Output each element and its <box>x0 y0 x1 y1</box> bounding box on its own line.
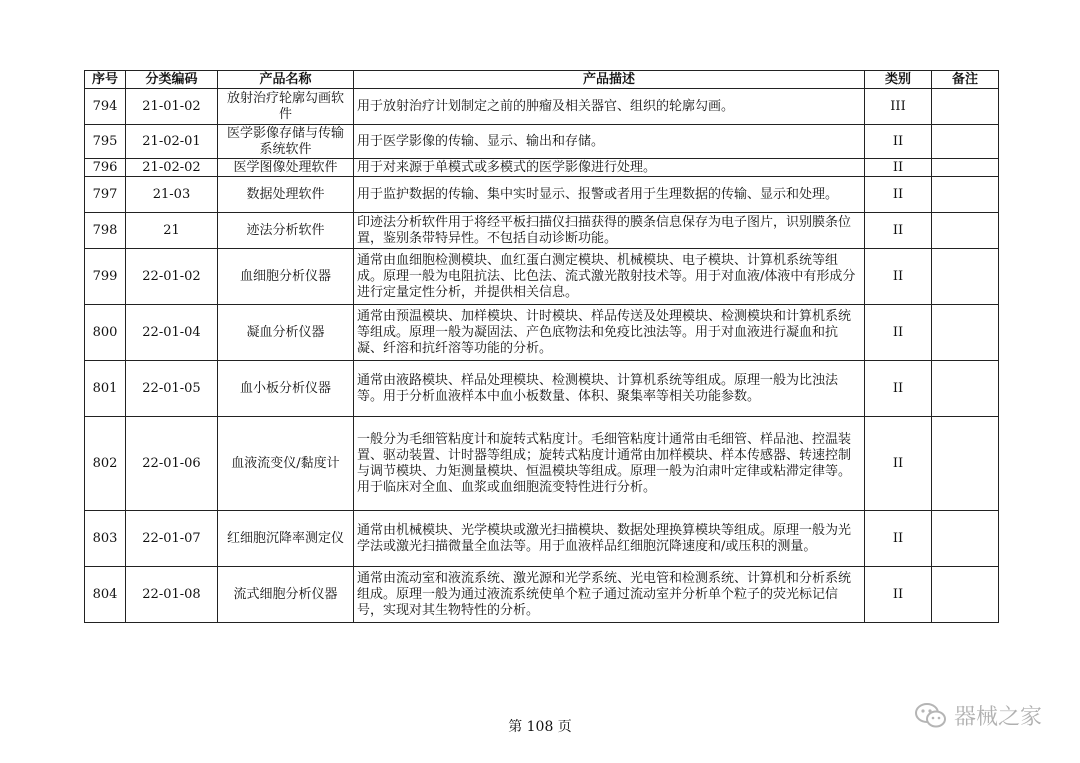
cell-desc: 通常由液路模块、样品处理模块、检测模块、计算机系统等组成。原理一般为比浊法等。用于分析血液样本中血小板数量、体积、聚集率等相关功能参数。 <box>354 361 865 417</box>
table-row <box>85 305 999 361</box>
cell-desc: 用于放射治疗计划制定之前的肿瘤及相关器官、组织的轮廓勾画。 <box>354 89 865 125</box>
cell-code: 22-01-04 <box>126 305 218 361</box>
cell-no: 803 <box>85 511 126 567</box>
header-name: 产品名称 <box>218 71 354 89</box>
table-row <box>85 159 999 177</box>
cell-note <box>932 159 999 177</box>
cell-desc: 用于监护数据的传输、集中实时显示、报警或者用于生理数据的传输、显示和处理。 <box>354 177 865 213</box>
header-row <box>85 71 999 89</box>
header-desc: 产品描述 <box>354 71 865 89</box>
cell-class: III <box>865 89 932 125</box>
header-note: 备注 <box>932 71 999 89</box>
cell-desc: 一般分为毛细管粘度计和旋转式粘度计。毛细管粘度计通常由毛细管、样品池、控温装置、驱动装置、计时器等组成；旋转式粘度计通常由加样模块、样本传感器、转速控制与调节模块、力矩测量模块、恒温模块等组成。原理一般为泊肃叶定律或粘滞定律等。用于临床对全血、血浆或血细胞流变特性进行分析。 <box>354 417 865 511</box>
cell-name: 数据处理软件 <box>218 177 354 213</box>
header-no: 序号 <box>85 71 126 89</box>
cell-no: 796 <box>85 159 126 177</box>
cell-no: 804 <box>85 567 126 623</box>
cell-class: II <box>865 125 932 159</box>
cell-desc: 通常由预温模块、加样模块、计时模块、样品传送及处理模块、检测模块和计算机系统等组成。原理一般为凝固法、产色底物法和免疫比浊法等。用于对血液进行凝血和抗凝、纤溶和抗纤溶等功能的分析。 <box>354 305 865 361</box>
cell-class: II <box>865 361 932 417</box>
cell-no: 801 <box>85 361 126 417</box>
cell-name: 流式细胞分析仪器 <box>218 567 354 623</box>
header-class: 类别 <box>865 71 932 89</box>
cell-note <box>932 177 999 213</box>
cell-name: 医学图像处理软件 <box>218 159 354 177</box>
cell-note <box>932 89 999 125</box>
cell-code: 22-01-06 <box>126 417 218 511</box>
cell-class: II <box>865 305 932 361</box>
cell-no: 795 <box>85 125 126 159</box>
cell-desc: 用于对来源于单模式或多模式的医学影像进行处理。 <box>354 159 865 177</box>
cell-desc: 印迹法分析软件用于将经平板扫描仪扫描获得的膜条信息保存为电子图片，识别膜条位置，鉴别条带特异性。不包括自动诊断功能。 <box>354 213 865 249</box>
header-code: 分类编码 <box>126 71 218 89</box>
cell-class: II <box>865 417 932 511</box>
cell-name: 红细胞沉降率测定仪 <box>218 511 354 567</box>
table-row <box>85 125 999 159</box>
table-row <box>85 567 999 623</box>
cell-no: 799 <box>85 249 126 305</box>
cell-desc: 通常由流动室和液流系统、激光源和光学系统、光电管和检测系统、计算机和分析系统组成。原理一般为通过液流系统使单个粒子通过流动室并分析单个粒子的荧光标记信号，实现对其生物特性的分析。 <box>354 567 865 623</box>
watermark-text: 器械之家 <box>953 705 1042 730</box>
cell-class: II <box>865 213 932 249</box>
cell-note <box>932 249 999 305</box>
table-row <box>85 361 999 417</box>
cell-class: II <box>865 511 932 567</box>
cell-no: 800 <box>85 305 126 361</box>
cell-no: 802 <box>85 417 126 511</box>
cell-code: 21 <box>126 213 218 249</box>
cell-class: II <box>865 249 932 305</box>
cell-no: 794 <box>85 89 126 125</box>
table-row <box>85 89 999 125</box>
cell-code: 22-01-02 <box>126 249 218 305</box>
cell-desc: 通常由机械模块、光学模块或激光扫描模块、数据处理换算模块等组成。原理一般为光学法或激光扫描微量全血法等。用于血液样品红细胞沉降速度和/或压积的测量。 <box>354 511 865 567</box>
cell-name: 医学影像存储与传输系统软件 <box>218 125 354 159</box>
watermark <box>914 700 1042 731</box>
cell-name: 迹法分析软件 <box>218 213 354 249</box>
cell-note <box>932 417 999 511</box>
cell-class: II <box>865 177 932 213</box>
page-number: 第 108 页 <box>508 719 572 735</box>
catalog-table <box>84 70 999 623</box>
cell-note <box>932 305 999 361</box>
wechat-icon <box>914 701 948 731</box>
table-row <box>85 511 999 567</box>
cell-class: II <box>865 567 932 623</box>
cell-note <box>932 567 999 623</box>
cell-desc: 通常由血细胞检测模块、血红蛋白测定模块、机械模块、电子模块、计算机系统等组成。原理一般为电阻抗法、比色法、流式激光散射技术等。用于对血液/体液中有形成分进行定量定性分析，并提供相关信息。 <box>354 249 865 305</box>
cell-no: 798 <box>85 213 126 249</box>
cell-no: 797 <box>85 177 126 213</box>
cell-note <box>932 125 999 159</box>
cell-code: 21-02-01 <box>126 125 218 159</box>
cell-note <box>932 511 999 567</box>
table-row <box>85 249 999 305</box>
cell-note <box>932 213 999 249</box>
cell-desc: 用于医学影像的传输、显示、输出和存储。 <box>354 125 865 159</box>
cell-code: 21-01-02 <box>126 89 218 125</box>
table-row <box>85 177 999 213</box>
cell-note <box>932 361 999 417</box>
cell-name: 放射治疗轮廓勾画软件 <box>218 89 354 125</box>
cell-code: 21-03 <box>126 177 218 213</box>
cell-code: 22-01-07 <box>126 511 218 567</box>
cell-class: II <box>865 159 932 177</box>
cell-name: 血小板分析仪器 <box>218 361 354 417</box>
cell-name: 凝血分析仪器 <box>218 305 354 361</box>
cell-name: 血细胞分析仪器 <box>218 249 354 305</box>
cell-code: 22-01-08 <box>126 567 218 623</box>
cell-name: 血液流变仪/黏度计 <box>218 417 354 511</box>
cell-code: 21-02-02 <box>126 159 218 177</box>
table-row <box>85 213 999 249</box>
table-row <box>85 417 999 511</box>
cell-code: 22-01-05 <box>126 361 218 417</box>
